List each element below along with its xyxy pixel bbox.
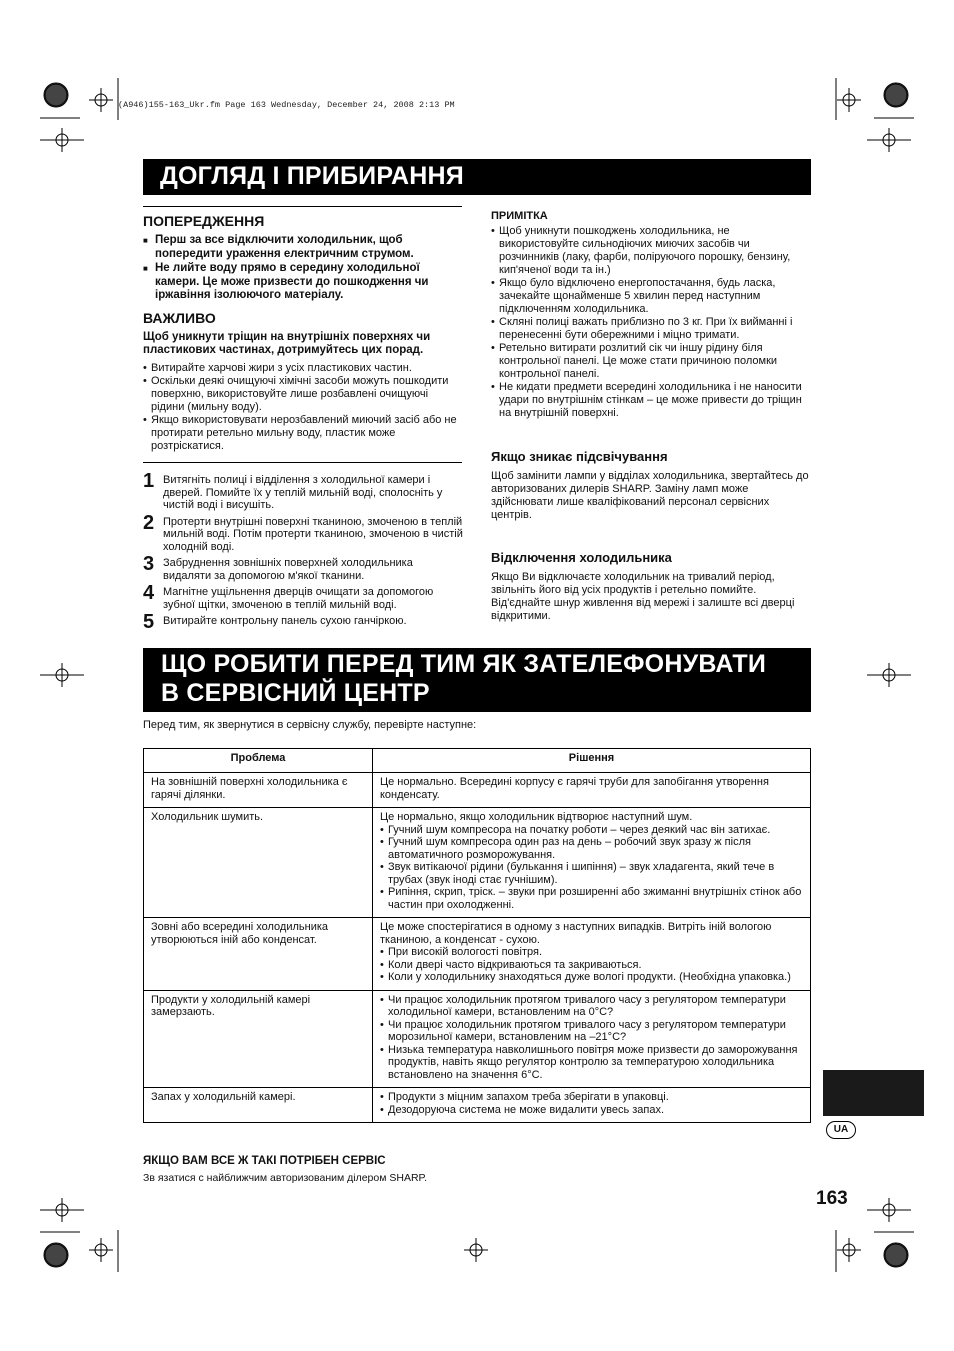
solution-list (380, 824, 803, 912)
solution-item: • Звук витікаючої рідини (булькання і шипіння) – звук хладагента, який тече в трубах (звук іноді стає гучнішим). (380, 861, 803, 886)
section-title-banner-service (143, 648, 811, 712)
step-text: Магнітне ущільнення дверців очищати за допомогою зубної щітки, змоченою в теплій мильній воді. (163, 586, 434, 611)
solution-item: • Чи працює холодильник протягом тривалого часу з регулятором температури морозильної камери, встановленим на –21°C? (380, 1019, 803, 1044)
solution-item: • Гучний шум компресора на початку роботи – через деякий час він затихає. (380, 824, 803, 837)
note-item: • Щоб уникнути пошкоджень холодильника, не використовуйте сильнодіючих миючих засобів чи розчинників (лаку, фарби, поліруючого порошку, бензину, кип'яченої води та ін.) (491, 225, 811, 277)
note-item: • Не кидати предмети всередині холодильника і не наносити удари по внутрішнім стінкам – це може привести до тріщин на внутрішній поверхні. (491, 381, 811, 420)
solution-item: • Коли двері часто відкриваються та закриваються. (380, 959, 803, 972)
starburst-icon-bottom-right (884, 1243, 908, 1267)
problem-cell: Зовні або всередині холодильника утворюються іній або конденсат. (144, 918, 373, 991)
step-number: 5 (143, 611, 155, 633)
table-header-row (144, 749, 811, 773)
service-block (143, 1155, 803, 1184)
cleaning-steps (143, 470, 463, 633)
solution-text: Це нормально. Всередині корпусу є гарячі труби для запобігання утворення конденсату. (380, 776, 769, 801)
step-text: Забруднення зовнішніх поверхней холодильника видаляти за допомогою м'якої тканини. (163, 557, 413, 582)
solution-list (380, 1091, 803, 1116)
step-number: 1 (143, 470, 155, 492)
starburst-icon-top-right (884, 83, 908, 107)
note-block (491, 210, 811, 420)
warning-item: ■ Не лийте воду прямо в середину холодильної камери. Це може призвести до пошкодження чи іржавіння ізолюючого матеріалу. (143, 262, 463, 303)
step-number: 3 (143, 553, 155, 575)
step-item (143, 553, 463, 582)
solution-item: • Коли у холодильнику знаходяться дуже вологі продукти. (Необхідна упаковка.) (380, 971, 803, 984)
note-item: • Ретельно витирати розлитий сік чи іншу рідину біля контрольної панелі. Це може стати причиною поломки контрольної панелі. (491, 342, 811, 381)
table-row (144, 990, 811, 1088)
col-header-solution: Рішення (373, 749, 811, 773)
solution-cell (373, 808, 811, 918)
warning-heading: ПОПЕРЕДЖЕННЯ (143, 213, 265, 229)
section-title-line: ЩО РОБИТИ ПЕРЕД ТИМ ЯК ЗАТЕЛЕФОНУВАТИ (161, 650, 766, 678)
service-text: Зв язатися с найближчим авторизованим ділером SHARP. (143, 1172, 428, 1184)
crosshair-icon-tl2 (40, 128, 84, 152)
crosshair-icon-ml (40, 663, 84, 687)
step-item (143, 611, 463, 633)
solution-item: • Гучний шум компресора один раз на день – робочий звук зразу ж після автоматичного розморожування. (380, 836, 803, 861)
crosshair-icon-bl1 (40, 1198, 84, 1222)
switchoff-block (491, 550, 811, 623)
step-item (143, 511, 463, 554)
print-header: (A946)155-163_Ukr.fm Page 163 Wednesday, December 24, 2008 2:13 PM (118, 100, 455, 110)
section-title-service (161, 650, 766, 708)
important-item: • Витирайте харчові жири з усіх пластикових частин. (143, 362, 463, 375)
service-heading: ЯКЩО ВАМ ВСЕ Ж ТАКІ ПОТРІБЕН СЕРВІС (143, 1155, 386, 1167)
crosshair-icon-bc (464, 1238, 488, 1262)
table-row (144, 918, 811, 991)
language-badge: UA (826, 1121, 856, 1139)
crosshair-icon-tr1 (837, 88, 861, 112)
step-text: Витягніть полиці і відділення з холодильної камери і дверей. Помийте їх у теплій мильній воді, сполосніть у чистій воді і висушіть. (163, 474, 443, 511)
light-text: Щоб замінити лампи у відділах холодильника, звертайтесь до авторизованих дилерів SHARP. Заміну ламп може здійснювати лише кваліфікований персонал сервісних центрів. (491, 470, 809, 521)
service-intro: Перед тим, як звернутися в сервісну службу, перевірте наступне: (143, 719, 477, 731)
crosshair-icon-bl2 (89, 1238, 113, 1262)
section-title-line: В СЕРВІСНИЙ ЦЕНТР (161, 679, 430, 707)
solution-text: Це нормально, якщо холодильник відтворює наступний шум. (380, 811, 693, 823)
starburst-icon-top-left (44, 83, 68, 107)
step-text: Протерти внутрішні поверхні тканиною, змоченою в теплій мильній воді. Потім протерти тканиною, змоченою в чистій холодній воді. (163, 515, 463, 553)
section-title-banner-care (143, 159, 811, 195)
starburst-icon-bottom-left (44, 1243, 68, 1267)
crosshair-icon-mr (867, 663, 911, 687)
important-list (143, 362, 463, 453)
solution-item: • Продукти з міцним запахом треба зберігати в упаковці. (380, 1091, 803, 1104)
important-item: • Оскільки деякі очищуючі хімічні засоби можуть пошкодити поверхню, використовуйте лише розбавлені очищуючі рідини (мильну воду). (143, 375, 463, 414)
important-item: • Якщо використовувати нерозбавлений миючий засіб або не протирати ретельно мильну воду, пластик може розтріскатися. (143, 414, 463, 453)
crosshair-icon-br2 (837, 1238, 861, 1262)
solution-list (380, 946, 803, 984)
problem-cell: На зовнішній поверхні холодильника є гарячі ділянки. (144, 773, 373, 808)
solution-cell (373, 990, 811, 1088)
light-heading: Якщо зникає підсвічування (491, 449, 668, 464)
step-item (143, 470, 463, 512)
warning-item: ■ Перш за все відключити холодильник, щоб попередити ураження електричним струмом. (143, 234, 463, 261)
section-title-care: ДОГЛЯД І ПРИБИРАННЯ (160, 162, 464, 190)
crosshair-icon-br1 (867, 1198, 911, 1222)
problem-cell: Холодильник шумить. (144, 808, 373, 918)
solution-text: Це може спостерігатися в одному з наступних випадків. Витріть іній вологою тканиною, а конденсат - сухою. (380, 921, 772, 946)
solution-item: • Чи працює холодильник протягом тривалого часу з регулятором температури холодильної камери, встановленим на 0°C? (380, 994, 803, 1019)
problem-cell: Продукти у холодильній камері замерзають. (144, 990, 373, 1088)
solution-list (380, 994, 803, 1082)
solution-item: • При високій вологості повітря. (380, 946, 803, 959)
table-row (144, 1088, 811, 1123)
table-row (144, 773, 811, 808)
crosshair-icon-tr2 (867, 128, 911, 152)
troubleshooting-table (143, 748, 811, 1123)
solution-item: • Рипіння, скрип, тріск. – звуки при розширенні або зжиманні внутрішніх стінок або частин при охолодженні. (380, 886, 803, 911)
solution-item: • Низька температура навколишнього повітря може призвести до заморожування продуктів, навіть якщо регулятор контролю за температурою холодильника встановлено на значення 6°C. (380, 1044, 803, 1082)
switchoff-heading: Відключення холодильника (491, 550, 672, 565)
solution-cell (373, 773, 811, 808)
step-number: 4 (143, 582, 155, 604)
note-list (491, 225, 811, 420)
note-item: • Скляні полиці важать приблизно по 3 кг. При їх вийманні і перенесенні бути обережними і міцно тримати. (491, 316, 811, 342)
divider (143, 462, 462, 463)
switchoff-text: Якщо Ви відключаєте холодильник на тривалий період, звільніть його від усіх продуктів і ретельно помийте. Від'єднайте шнур живлення від мережі і залиште всі дверці відкритими. (491, 571, 795, 622)
problem-cell: Запах у холодильній камері. (144, 1088, 373, 1123)
warning-block (143, 213, 463, 453)
warning-list (143, 234, 463, 303)
col-header-problem: Проблема (144, 749, 373, 773)
divider (143, 206, 462, 207)
step-text: Витирайте контрольну панель сухою ганчіркою. (163, 615, 407, 627)
side-tab (823, 1070, 924, 1116)
important-lead: Щоб уникнути тріщин на внутрішніх поверхнях чи пластикових частинах, дотримуйтесь цих порад. (143, 330, 431, 356)
page-number: 163 (816, 1188, 848, 1209)
solution-cell (373, 1088, 811, 1123)
solution-cell (373, 918, 811, 991)
table-row (144, 808, 811, 918)
step-number: 2 (143, 511, 155, 534)
solution-item: • Дезодоруюча система не може видалити увесь запах. (380, 1104, 803, 1117)
note-heading: ПРИМІТКА (491, 210, 548, 222)
note-item: • Якщо було відключено енергопостачання, будь ласка, зачекайте щонайменше 5 хвилин перед наступним підключенням холодильника. (491, 277, 811, 316)
step-item (143, 582, 463, 611)
crosshair-icon-tl1 (89, 88, 113, 112)
important-heading: ВАЖЛИВО (143, 309, 216, 326)
light-block (491, 449, 811, 522)
